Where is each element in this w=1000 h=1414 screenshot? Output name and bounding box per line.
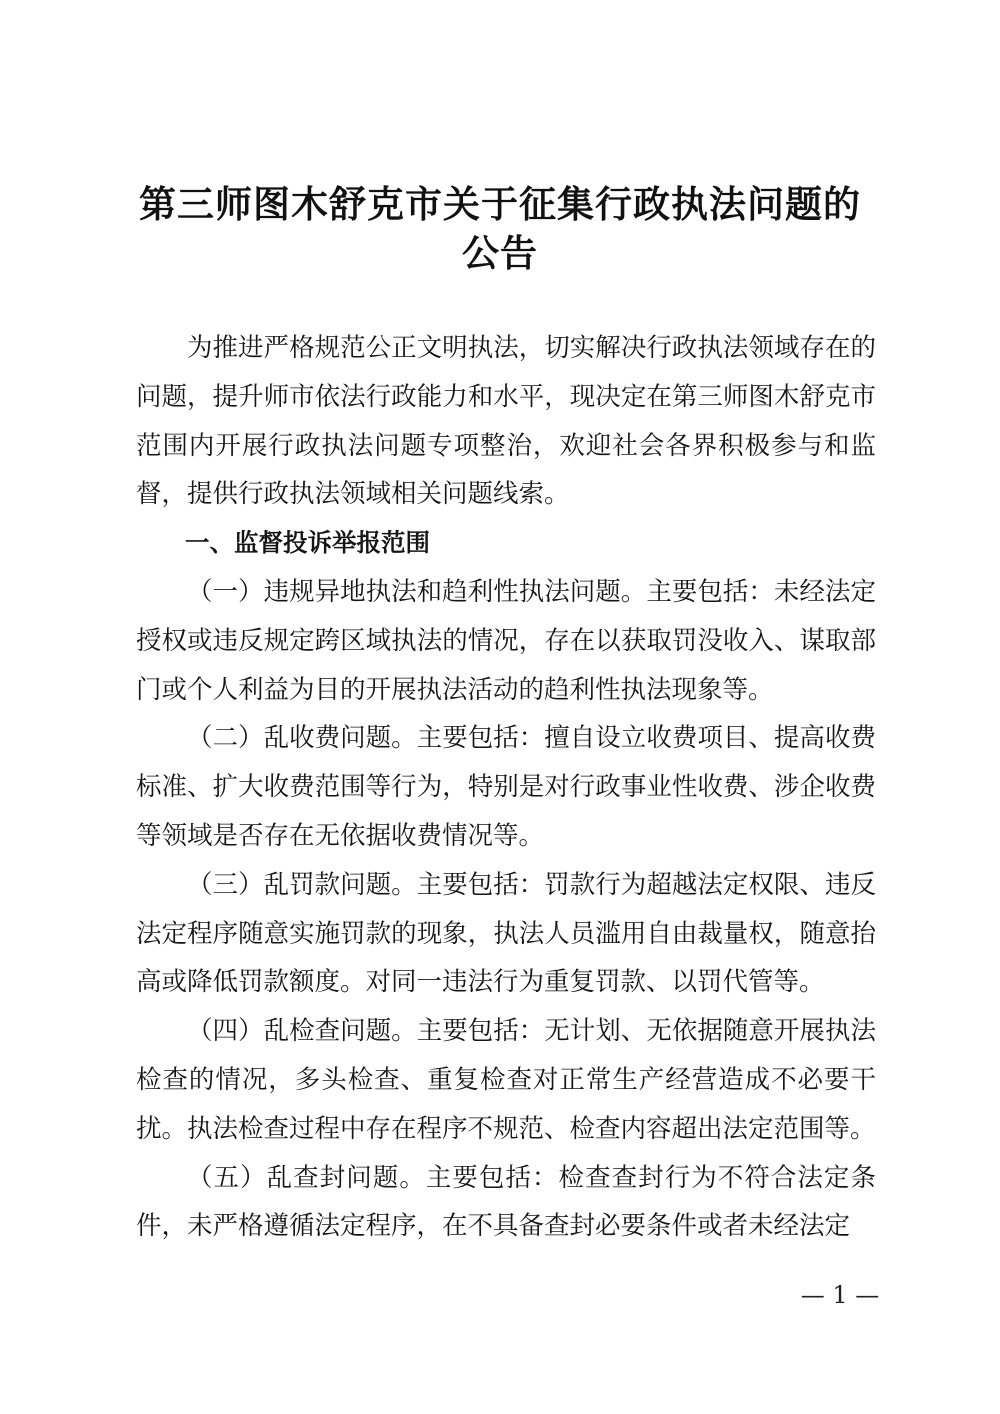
item-label: （五）	[187, 1162, 267, 1193]
section-heading: 一、监督投诉举报范围	[185, 528, 430, 558]
item-text: 主要包括：擅自设立收费项目、提高收费标准、扩大收费范围等行为，特别是对行政事业性收费、涉企收费等领域是否存在无依据收费情况等。	[136, 723, 876, 851]
item-text: 主要包括：检查查封行为不符合法定条件，未严格遵循法定程序，在不具备查封必要条件或者未经法定	[136, 1162, 876, 1242]
item-lead: 乱查封问题。	[266, 1162, 426, 1193]
list-item	[136, 1007, 876, 1153]
list-item	[136, 1154, 876, 1252]
document-title-line-2: 公告	[462, 231, 538, 275]
intro-paragraph: 为推进严格规范公正文明执法，切实解决行政执法领域存在的问题，提升师市依法行政能力和水平，现决定在第三师图木舒克市范围内开展行政执法问题专项整治，欢迎社会各界积极参与和监督，提供行政执法领域相关问题线索。	[136, 333, 876, 510]
document-body	[136, 324, 876, 1251]
list-item	[136, 714, 876, 860]
item-lead: 违规异地执法和趋利性执法问题。	[263, 576, 647, 607]
item-label: （一）	[187, 576, 264, 607]
item-label: （三）	[187, 869, 264, 900]
item-lead: 乱罚款问题。	[263, 869, 417, 900]
item-label: （四）	[187, 1016, 264, 1047]
item-text: 主要包括：未经法定授权或违反规定跨区域执法的情况，存在以获取罚没收入、谋取部门或个人利益为目的开展执法活动的趋利性执法现象等。	[136, 576, 876, 705]
item-text: 主要包括：罚款行为超越法定权限、违反法定程序随意实施罚款的现象，执法人员滥用自由裁量权，随意抬高或降低罚款额度。对同一违法行为重复罚款、以罚代管等。	[136, 869, 876, 998]
page-number: — 1 —	[800, 1281, 880, 1309]
list-item	[136, 568, 876, 714]
item-lead: 乱收费问题。	[263, 723, 417, 754]
item-text: 主要包括：无计划、无依据随意开展执法检查的情况，多头检查、重复检查对正常生产经营造成不必要干扰。执法检查过程中存在程序不规范、检查内容超出法定范围等。	[136, 1016, 876, 1144]
item-lead: 乱检查问题。	[263, 1016, 417, 1047]
list-item	[136, 861, 876, 1007]
item-label: （二）	[187, 723, 264, 754]
document-title-line-1: 第三师图木舒克市关于征集行政执法问题的	[139, 182, 861, 226]
